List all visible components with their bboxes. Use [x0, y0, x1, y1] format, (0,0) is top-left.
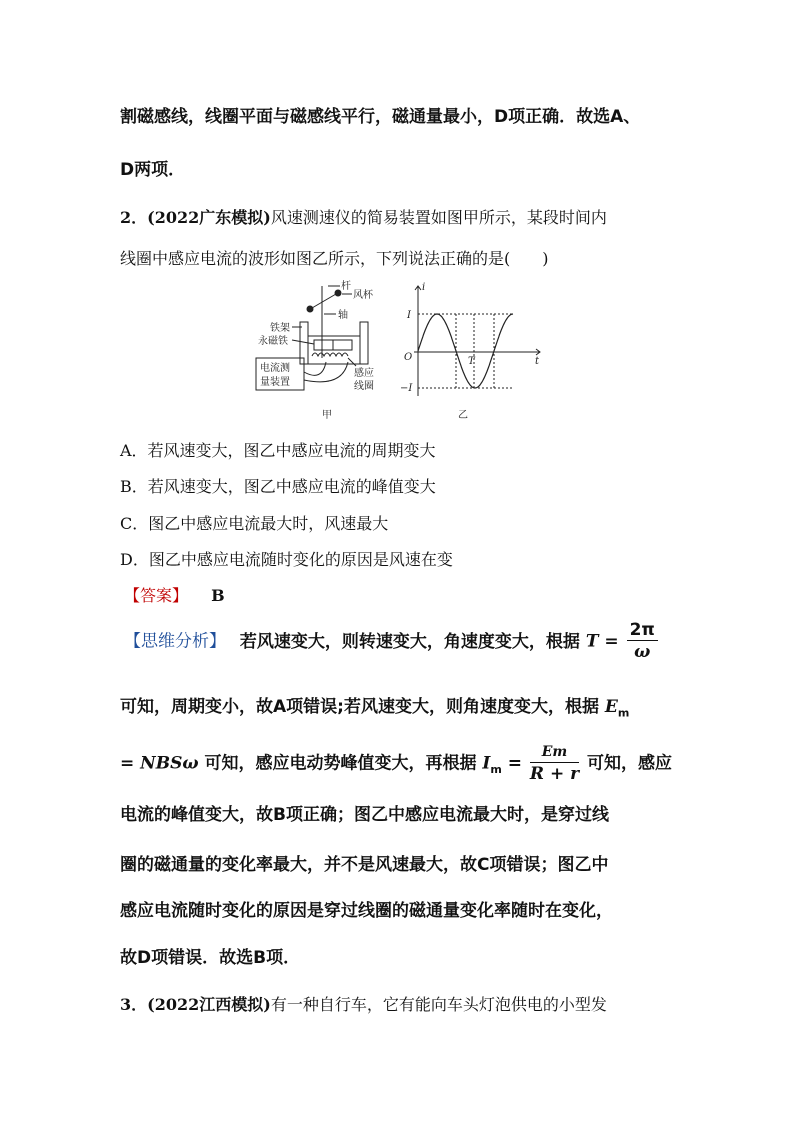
formula-2pi-over-omega	[627, 620, 658, 663]
analysis-line-1	[124, 620, 660, 663]
answer-value: B	[211, 586, 225, 605]
analysis-text-1: 若风速变大，则转速变大，角速度变大，根据	[239, 631, 580, 652]
label-xianquan: 线圈	[354, 381, 374, 392]
formula-nbs: = NBSω	[120, 753, 199, 774]
option-a: A．若风速变大，图乙中感应电流的周期变大	[120, 441, 436, 460]
formula-eq: =	[507, 753, 522, 774]
symbol-i-sub: m	[490, 762, 502, 776]
answer-line	[124, 583, 225, 606]
label-measure-1: 电流测	[260, 363, 290, 374]
q3-number: 3．	[120, 995, 148, 1014]
axis-i: i	[422, 282, 426, 293]
q3-stem-line-1	[120, 992, 607, 1015]
symbol-e-sub: m	[617, 706, 630, 720]
figure-yi-graph	[414, 286, 540, 396]
period-label: T	[468, 356, 475, 367]
formula-num: 2π	[627, 620, 658, 641]
q2-stem-line-2: 线圈中感应电流的波形如图乙所示，下列说法正确的是( )	[120, 249, 549, 268]
analysis-text-3a: 可知，感应电动势峰值变大，再根据	[204, 753, 477, 774]
analysis-text-2: 可知，周期变小，故A项错误;若风速变大，则角速度变大，根据	[120, 697, 599, 717]
q2-stem-text-1: 风速测速仪的简易装置如图甲所示，某段时间内	[270, 208, 607, 227]
q3-source: (2022江西模拟)	[147, 995, 271, 1014]
formula-den: ω	[634, 642, 651, 662]
q2-stem-line-1	[120, 205, 607, 228]
analysis-line-7: 故D项错误．故选B项．	[120, 948, 301, 968]
peak-label: I	[407, 310, 411, 321]
label-tiejia: 铁架	[270, 323, 290, 334]
symbol-i: I	[482, 753, 491, 774]
intro-line-2: D两项．	[120, 160, 186, 180]
label-ganying: 感应	[354, 368, 374, 379]
trough-label: −I	[400, 383, 413, 394]
analysis-line-6: 感应电流随时变化的原因是穿过线圈的磁通量变化率随时在变化，	[120, 901, 613, 921]
label-fengbei: 风杯	[353, 290, 373, 301]
option-b: B．若风速变大，图乙中感应电流的峰值变大	[120, 477, 436, 496]
caption-jia: 甲	[322, 410, 332, 421]
analysis-text-3b: 可知，感应	[587, 753, 672, 774]
analysis-line-2	[120, 692, 629, 719]
analysis-line-4: 电流的峰值变大，故B项正确；图乙中感应电流最大时，是穿过线	[120, 805, 609, 825]
origin-label: O	[404, 352, 413, 363]
analysis-line-5: 圈的磁通量的变化率最大，并不是风速最大，故C项错误；图乙中	[120, 855, 609, 875]
formula-t-lhs: T =	[585, 631, 619, 652]
sine-curve	[418, 314, 513, 388]
formula-em: Em	[530, 742, 579, 763]
analysis-line-3	[120, 742, 672, 785]
q2-source: (2022广东模拟)	[147, 208, 271, 227]
label-measure-2: 量装置	[260, 377, 290, 388]
axis-t: t	[535, 356, 540, 367]
q2-number: 2．	[120, 208, 148, 227]
q3-stem-text-1: 有一种自行车，它有能向车头灯泡供电的小型发	[270, 995, 607, 1014]
formula-em-over-rr	[530, 742, 579, 785]
q2-figure	[252, 276, 552, 426]
answer-label: 【答案】	[124, 586, 189, 605]
option-c: C．图乙中感应电流最大时，风速最大	[120, 514, 389, 533]
option-d: D．图乙中感应电流随时变化的原因是风速在变	[120, 550, 453, 569]
formula-rr: R + r	[529, 764, 580, 784]
label-zhou: 轴	[338, 310, 348, 321]
label-gan: 杆	[341, 281, 351, 292]
intro-line-1: 割磁感线，线圈平面与磁感线平行，磁通量最小，D项正确．故选A、	[120, 107, 641, 127]
label-yongcitie: 永磁铁	[258, 336, 288, 347]
caption-yi: 乙	[458, 410, 468, 421]
analysis-label: 【思维分析】	[124, 631, 226, 652]
symbol-e: E	[604, 697, 618, 717]
